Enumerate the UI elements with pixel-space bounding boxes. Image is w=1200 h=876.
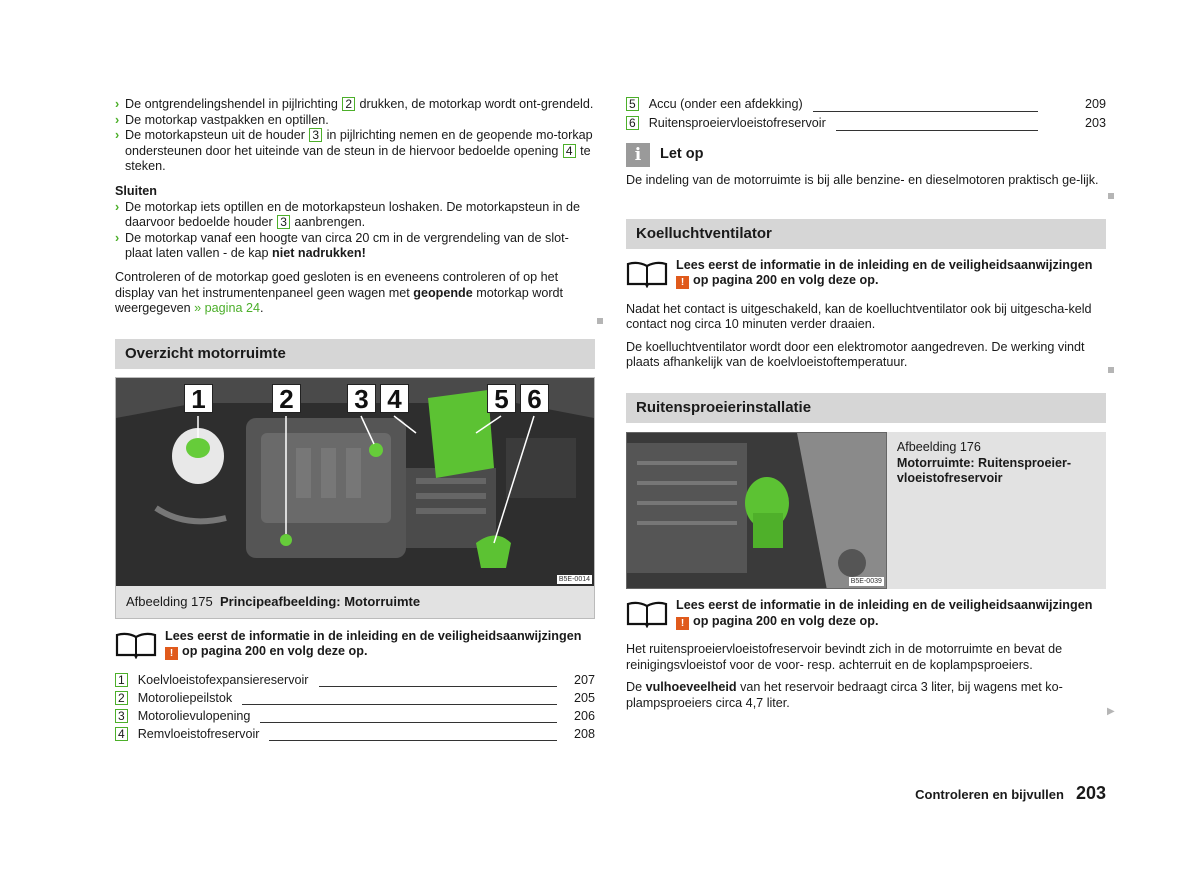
ref-item: 4 Remvloeistofreservoir 208 (115, 727, 595, 745)
image-id: B5E-0014 (558, 575, 590, 583)
warning-icon: ! (165, 647, 178, 660)
callout-6: 6 (520, 384, 549, 413)
ref-item: 3 Motorolievulopening 206 (115, 709, 595, 727)
caption-label: Afbeelding 176 (896, 439, 981, 454)
figure-caption (887, 432, 1106, 589)
page-footer (915, 783, 1106, 803)
book-icon (115, 631, 157, 659)
read-first-line1: Lees eerst de informatie in de inleiding en de veiligheidsaanwijzingen (676, 257, 1093, 272)
section-end-marker (597, 318, 603, 324)
closing-heading: Sluiten (115, 183, 157, 198)
step-2: › De motorkap vastpakken en optillen. (115, 112, 329, 127)
left-column (115, 97, 595, 745)
page-link[interactable]: » pagina 24 (194, 301, 260, 316)
page-number: 203 (1075, 783, 1106, 803)
ref-item: 1 Koelvloeistofexpansiereservoir 207 (115, 673, 595, 691)
engine-bay-photo (116, 378, 594, 586)
ref-item: 5 Accu (onder een afdekking) 209 (626, 97, 1106, 116)
read-first-line2: ! op pagina 200 en volg deze op. (165, 644, 595, 660)
info-icon: i (626, 143, 650, 167)
callout-2: 2 (272, 384, 301, 413)
washer-illustration (627, 433, 887, 589)
note-title: Let op (660, 146, 704, 163)
warning-icon: ! (676, 276, 689, 289)
step-3: › De motorkapsteun uit de houder 3 in pijlrichting nemen en de geopende mo-torkap ondersteunen door het uiteinde van de steun in de hiervoor bedoelde opening 4 te steken. (115, 128, 593, 174)
note-header (626, 143, 1106, 167)
callout-1: 1 (184, 384, 213, 413)
close-step-2: › De motorkap vanaf een hoogte van circa 20 cm in de vergrendeling van de slot-plaat laten vallen - de kap niet nadrukken! (115, 230, 569, 261)
caption-title: Motorruimte: Ruitensproeier-vloeistofreservoir (896, 455, 1072, 486)
read-first-line2: ! op pagina 200 en volg deze op. (676, 273, 1106, 289)
section-end-marker (1108, 367, 1114, 373)
check-paragraph: Controleren of de motorkap goed gesloten is en eveneens controleren of op het display van het instrumentenpaneel geen wagen met geopende motorkap wordt weergegeven » pagina 24. (115, 269, 564, 316)
read-first-notice (115, 629, 595, 663)
read-first-line1: Lees eerst de informatie in de inleiding en de veiligheidsaanwijzingen (676, 597, 1093, 612)
right-column (626, 97, 1106, 711)
warning-icon: ! (676, 617, 689, 630)
read-first-line2: ! op pagina 200 en volg deze op. (676, 614, 1106, 630)
fan-text-1: Nadat het contact is uitgeschakeld, kan de koelluchtventilator ook bij uitgescha-keld contact nog circa 10 minuten verder draaien. (626, 301, 1092, 332)
figure-176 (626, 432, 1106, 589)
section-header-overzicht: Overzicht motorruimte (115, 339, 595, 369)
fan-text-2: De koelluchtventilator wordt door een elektromotor aangedreven. De werking vindt plaats afhankelijk van de koelvloeistoftemperatuur. (626, 339, 1085, 370)
ref-item: 6 Ruitensproeiervloeistofreservoir 203 (626, 116, 1106, 135)
step-1: › De ontgrendelingshendel in pijlrichting 2 drukken, de motorkap wordt ont-grendeld. (115, 97, 594, 111)
read-first-line1: Lees eerst de informatie in de inleiding en de veiligheidsaanwijzingen (165, 628, 582, 643)
chapter-title: Controleren en bijvullen (915, 787, 1064, 802)
figure-175 (115, 377, 595, 619)
ref-item: 2 Motoroliepeilstok 205 (115, 691, 595, 709)
note-text: De indeling van de motorruimte is bij alle benzine- en dieselmotoren praktisch ge-lijk. (626, 173, 1099, 187)
left-ref-list (115, 673, 595, 745)
read-first-notice (626, 598, 1106, 632)
image-id: B5E-0039 (850, 577, 882, 585)
section-header-koelluchtventilator: Koelluchtventilator (626, 219, 1106, 249)
callout-5: 5 (487, 384, 516, 413)
washer-text-1: Het ruitensproeiervloeistofreservoir bevindt zich in de motorruimte en bevat de reinigingsvloeistof voor de voor- resp. achterruit en de koplampsproeiers. (626, 641, 1063, 672)
read-first-notice (626, 258, 1106, 292)
section-header-ruitensproeierinstallatie: Ruitensproeierinstallatie (626, 393, 1106, 423)
close-step-1: › De motorkap iets optillen en de motorkapsteun loshaken. De motorkapsteun in de daarvoor bedoelde houder 3 aanbrengen. (115, 199, 581, 230)
callout-3: 3 (347, 384, 376, 413)
washer-reservoir-photo (626, 432, 887, 589)
figure-caption: Afbeelding 175 Principeafbeelding: Motorruimte (116, 586, 594, 618)
right-ref-list (626, 97, 1106, 135)
continue-arrow-icon: ▶ (1107, 706, 1115, 717)
book-icon (626, 260, 668, 288)
section-end-marker (1108, 193, 1114, 199)
book-icon (626, 600, 668, 628)
callout-4: 4 (380, 384, 409, 413)
washer-text-2: De vulhoeveelheid van het reservoir bedraagt circa 3 liter, bij wagens met ko-plampsproeiers circa 4,7 liter. (626, 680, 1063, 710)
